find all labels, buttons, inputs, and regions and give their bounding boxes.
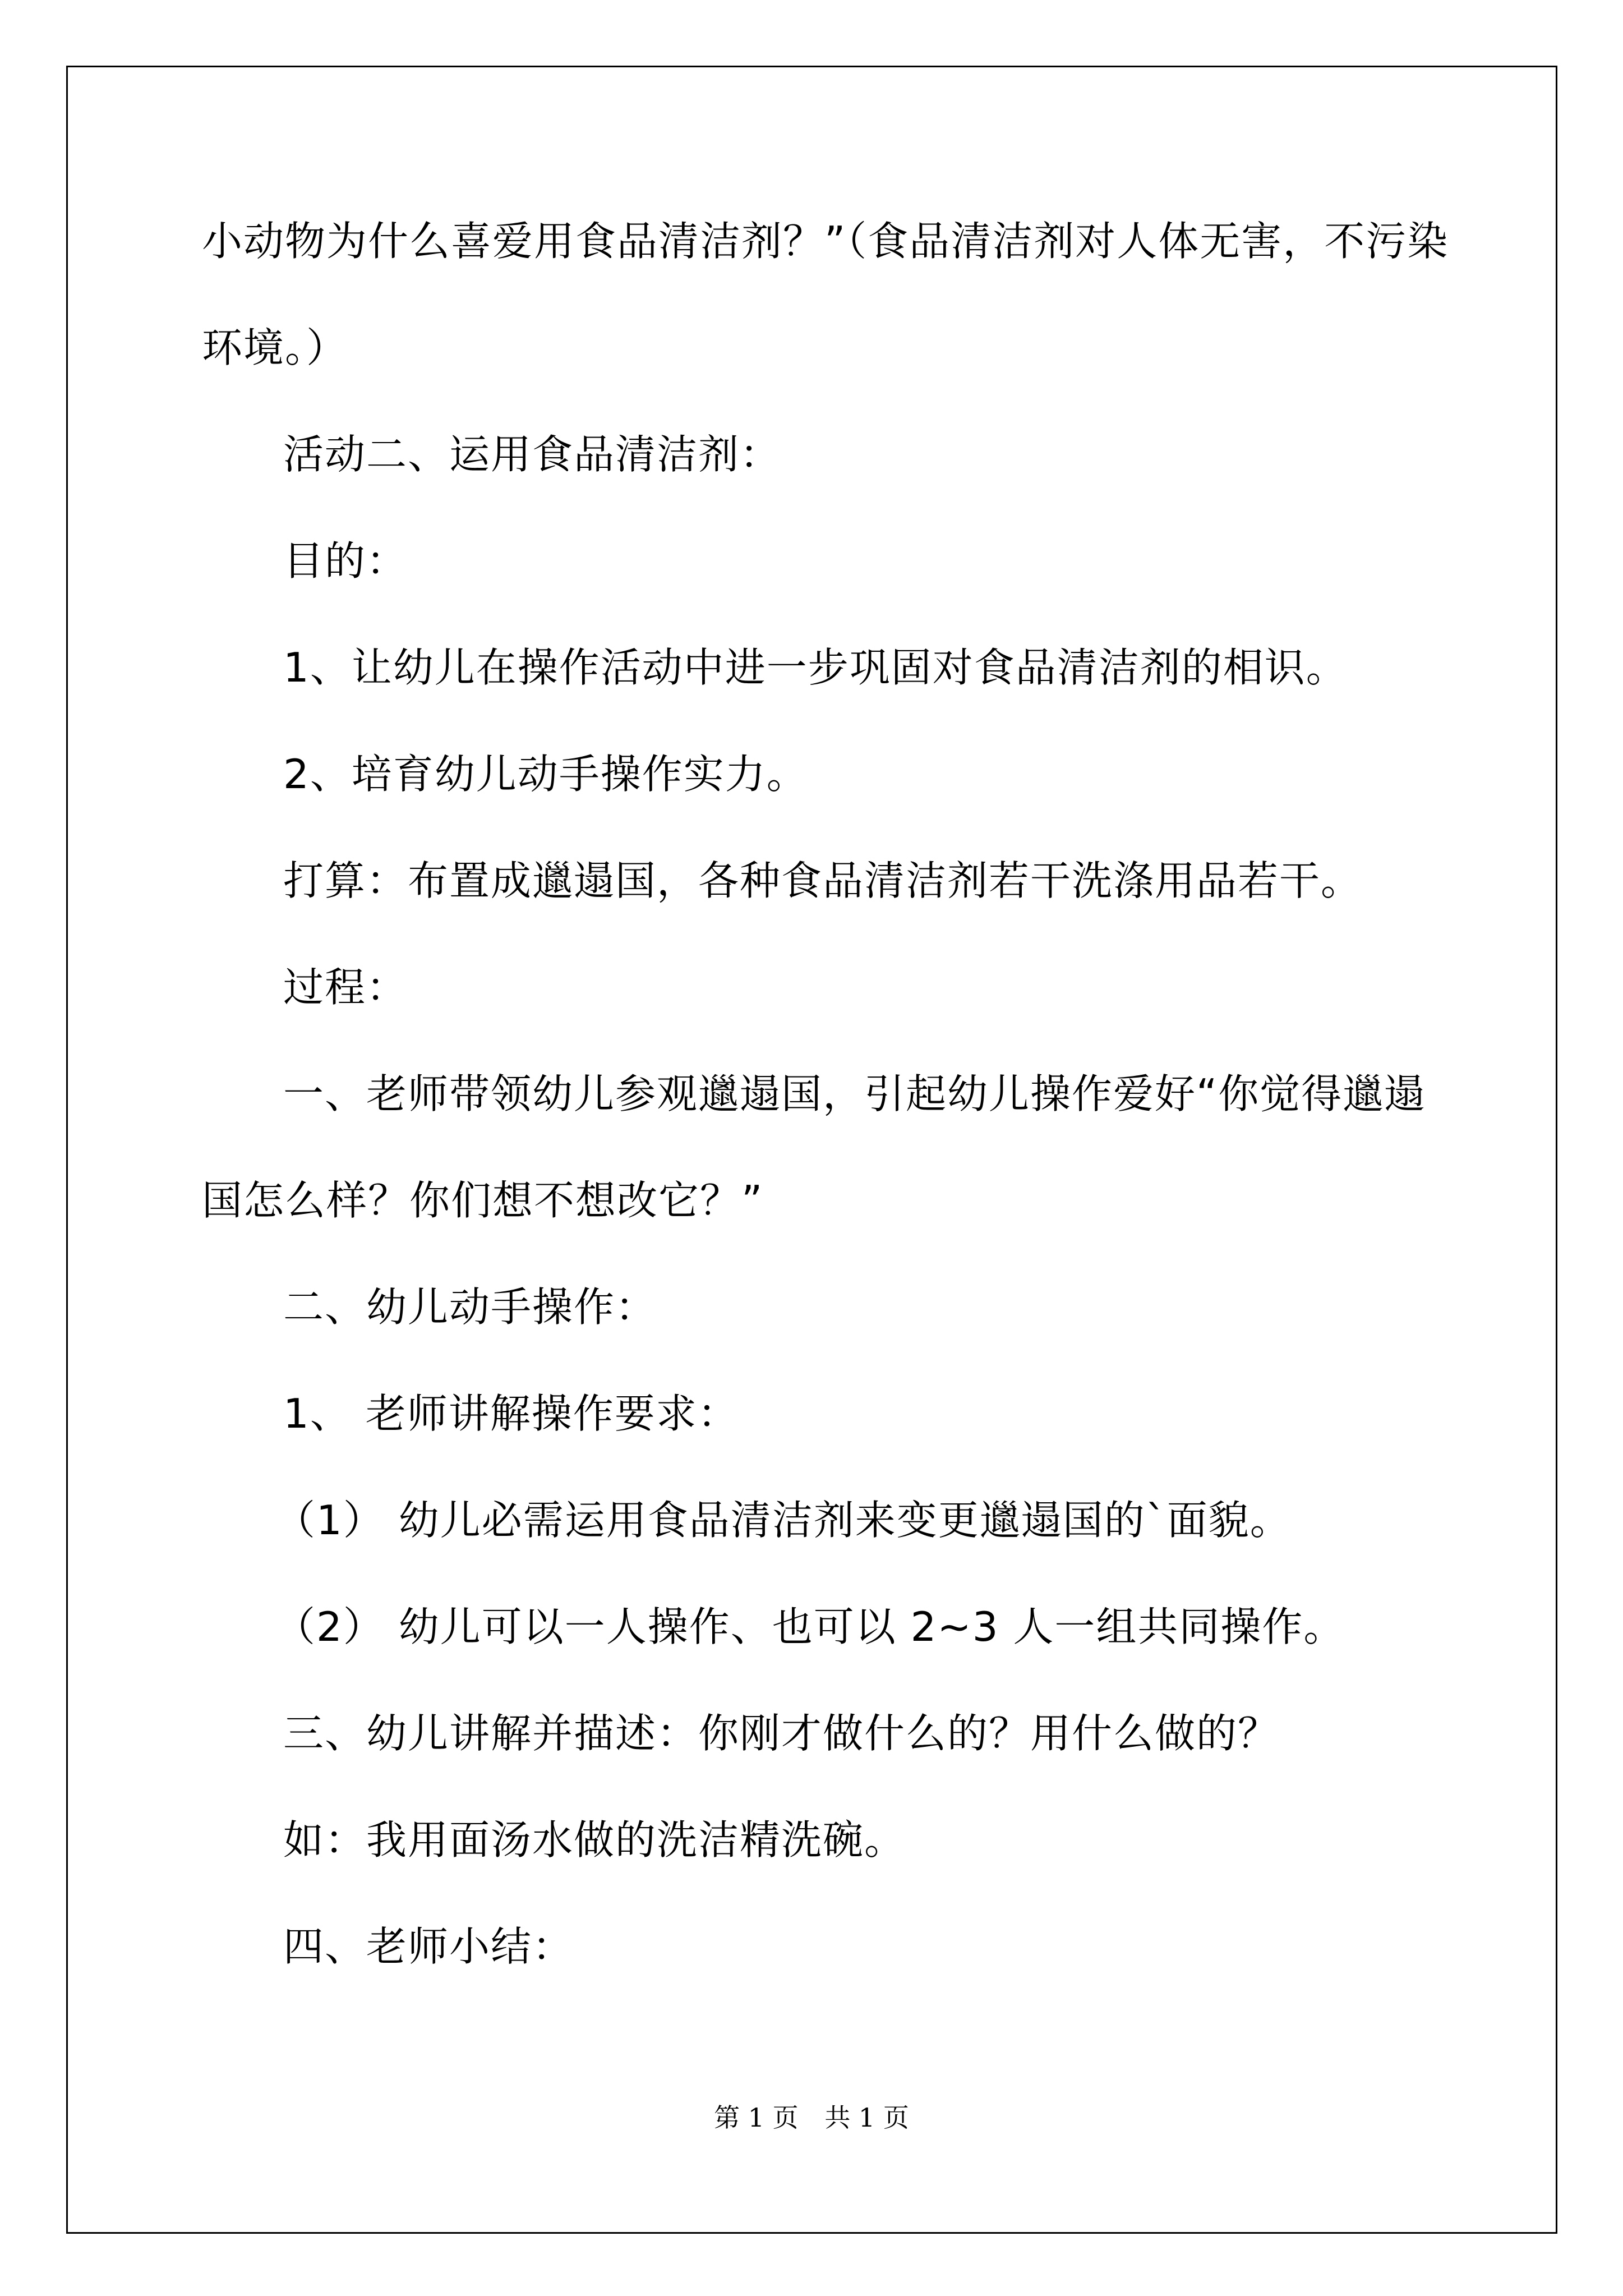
text-line: 三、幼儿讲解并描述：你刚才做什么的？用什么做的？ [283,1710,1280,1757]
text-line: 环境。） [202,324,348,371]
text-line: 打算：布置成邋遢国，各种食品清洁剂若干洗涤用品若干。 [283,857,1363,904]
page-border [66,66,1557,2234]
page-number-current: 第 1 页 [714,2102,799,2133]
list-item: （1） 幼儿必需运用食品清洁剂来变更邋遢国的`面貌。 [275,1497,1292,1544]
text-line: 如：我用面汤水做的洗洁精洗碗。 [283,1816,906,1864]
list-item: （2） 幼儿可以一人操作、也可以 2~3 人一组共同操作。 [275,1603,1345,1650]
page-footer [0,2101,1623,2134]
text-line: 过程： [283,964,408,1011]
text-line: 目的： [283,537,408,585]
text-line: 国怎么样？你们想不想改它？” [202,1177,764,1224]
section-heading: 活动二、运用食品清洁剂： [283,431,782,478]
list-item: 2、培育幼儿动手操作实力。 [283,751,808,798]
list-item: 1、让幼儿在操作活动中进一步巩固对食品清洁剂的相识。 [283,644,1348,691]
text-line: 二、幼儿动手操作： [283,1283,657,1331]
page-number-total: 共 1 页 [824,2102,909,2133]
text-line: 一、老师带领幼儿参观邋遢国，引起幼儿操作爱好“你觉得邋遢 [283,1070,1426,1117]
text-line: 四、老师小结： [283,1923,574,1970]
list-item: 1、 老师讲解操作要求： [283,1390,739,1437]
text-line: 小动物为什么喜爱用食品清洁剂？”（食品清洁剂对人体无害，不污染 [202,218,1449,265]
